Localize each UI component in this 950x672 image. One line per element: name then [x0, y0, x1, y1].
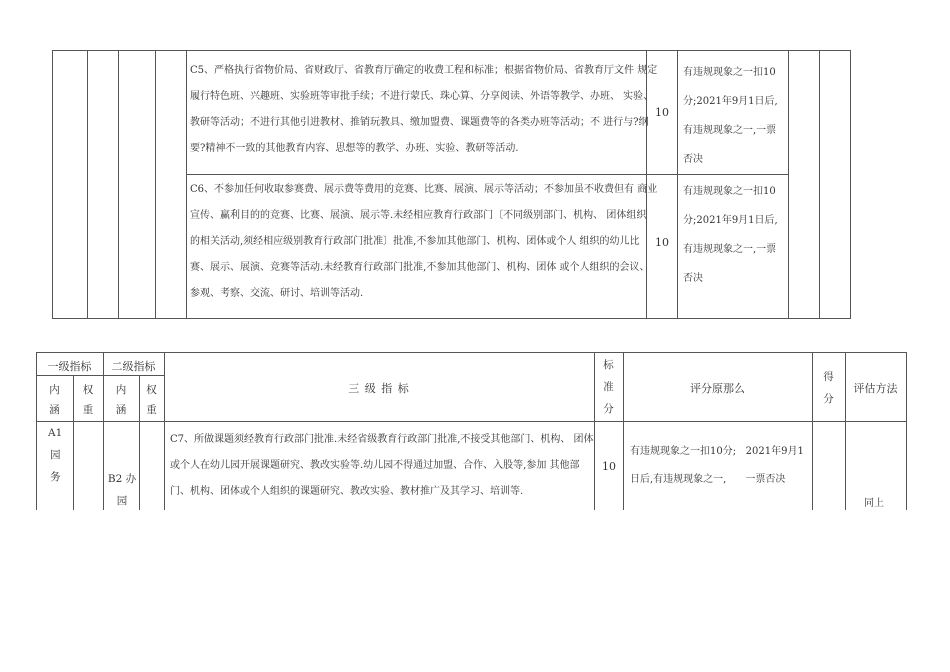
c5-rule-line: 有违规现象之一,一票	[683, 125, 777, 136]
header-char: 重	[146, 404, 157, 416]
bottom-col-line	[906, 352, 907, 510]
header-level2: 二级指标	[111, 360, 156, 373]
bottom-col-line	[164, 352, 165, 510]
top-table-row-divider	[187, 174, 788, 175]
c6-line: 的相关活动,须经相应级别教育行政部门批准〕批准,不参加其他部门、机构、团体或个人 组织的幼儿比	[190, 236, 640, 247]
header-char: 内	[49, 384, 60, 396]
top-table-border-bottom	[52, 318, 850, 319]
b2-domain	[104, 468, 140, 512]
a1-char: A1	[48, 427, 63, 439]
c5-rule-text	[683, 58, 778, 174]
top-col-line	[52, 50, 53, 319]
bottom-col-line	[36, 352, 37, 510]
header-char: 权	[82, 384, 94, 396]
c5-rule-line: 分;2021年9月1日后,	[683, 96, 778, 107]
top-col-line	[87, 50, 88, 319]
header-neihan2	[103, 380, 139, 420]
top-table-border-top	[52, 50, 850, 51]
c6-line: 参观、考察、交流、研讨、培训等活动.	[190, 288, 364, 299]
top-col-line	[677, 50, 678, 319]
header-char: 得	[823, 371, 834, 383]
c5-indicator-text	[190, 58, 657, 162]
header-char: 涵	[49, 404, 60, 416]
a1-char: 务	[50, 471, 61, 483]
top-col-line	[850, 50, 851, 319]
header-quanzhong1	[73, 380, 103, 420]
c7-score: 10	[602, 460, 616, 473]
c6-line: 赛、展示、展演、竞赛等活动.未经教育行政部门批准,不参加其他部门、机构、团体 或个人组织的会议、	[190, 262, 650, 273]
header-char: 权	[146, 384, 157, 396]
header-char: 准	[603, 381, 614, 393]
b2-char: 园	[116, 495, 128, 507]
header-neihan1	[36, 380, 73, 420]
c6-rule-line: 分;2021年9月1日后,	[683, 215, 778, 226]
header-char: 标	[603, 359, 614, 371]
header-char: 分	[603, 403, 614, 415]
c6-rule-text	[683, 177, 778, 293]
header-level3: 三 级 指 标	[348, 382, 410, 395]
top-col-line	[155, 50, 156, 319]
header-standard-score	[594, 354, 623, 420]
header-method: 评估方法	[853, 382, 898, 395]
top-col-line	[788, 50, 789, 319]
c7-line: C7、所做课题须经教育行政部门批准.未经省级教育行政部门批准,不接受其他部门、机构、 团体	[170, 434, 594, 445]
header-char: 内	[115, 384, 127, 396]
c6-rule-line: 否决	[683, 273, 703, 284]
bottom-col-line	[623, 352, 624, 510]
top-col-line	[118, 50, 119, 319]
header-char: 分	[823, 393, 834, 405]
c7-line: 或个人在幼儿园开展课题研究、教改实验等.幼儿园不得通过加盟、合作、入股等,参加 其他部	[170, 460, 580, 471]
a1-char: 园	[50, 449, 61, 461]
c6-line: C6、不参加任何收取参赛费、展示费等费用的竞赛、比赛、展演、展示等活动；不参加虽不收费但有 商业	[190, 184, 658, 195]
c7-rule-text	[630, 438, 804, 494]
c5-line: C5、严格执行省物价局、省财政厅、省教育厅确定的收费工程和标准；根据省物价局、省教育厅文件 规定	[190, 65, 658, 76]
c7-rule-line: 日后,有违规现象之一, 一票否决	[630, 474, 786, 485]
c6-line: 宣传、赢利目的的竞赛、比赛、展演、展示等.未经相应教育行政部门〔不同级别部门、机构、 团体组织	[190, 210, 647, 221]
b2-char: B2 办	[107, 473, 137, 485]
a1-domain	[38, 422, 73, 488]
header-char: 涵	[115, 404, 127, 416]
bottom-col-line	[845, 352, 846, 510]
header-char: 重	[82, 404, 94, 416]
c7-rule-line: 有违规现象之一扣10分; 2021年9月1	[630, 446, 804, 457]
header-bottom-divider	[36, 421, 906, 422]
c7-indicator-text	[170, 427, 594, 505]
header-sub-divider	[36, 375, 164, 376]
bottom-table-border-top	[36, 352, 906, 353]
c5-line: 教研等活动；不进行其他引进教材、推销玩教具、缴加盟费、课题费等的各类办班等活动；不 进行与?纲	[190, 117, 649, 128]
header-quanzhong2	[139, 380, 164, 420]
c6-rule-line: 有违规现象之一,一票	[683, 244, 777, 255]
c6-rule-line: 有违规现象之一扣10	[683, 186, 776, 197]
c7-line: 门、机构、团体或个人组织的课题研究、教改实验、教材推广及其学习、培训等.	[170, 486, 524, 497]
c6-indicator-text	[190, 177, 657, 307]
c5-rule-line: 有违规现象之一扣10	[683, 67, 776, 78]
c5-line: 履行特色班、兴趣班、实验班等审批手续；不进行蒙氏、珠心算、分享阅读、外语等教学、办班、 实验、	[190, 91, 654, 102]
c6-score: 10	[655, 236, 669, 249]
c5-rule-line: 否决	[683, 154, 703, 165]
c7-method: 同上	[864, 498, 884, 509]
top-col-line	[186, 50, 187, 319]
c5-line: 要?精神不一致的其他教育内容、思想等的教学、办班、实验、教研等活动.	[190, 143, 519, 154]
c5-score: 10	[655, 106, 669, 119]
top-col-line	[819, 50, 820, 319]
header-got-score	[812, 366, 845, 410]
header-rule: 评分原那么	[690, 382, 745, 395]
header-level1: 一级指标	[47, 360, 92, 373]
